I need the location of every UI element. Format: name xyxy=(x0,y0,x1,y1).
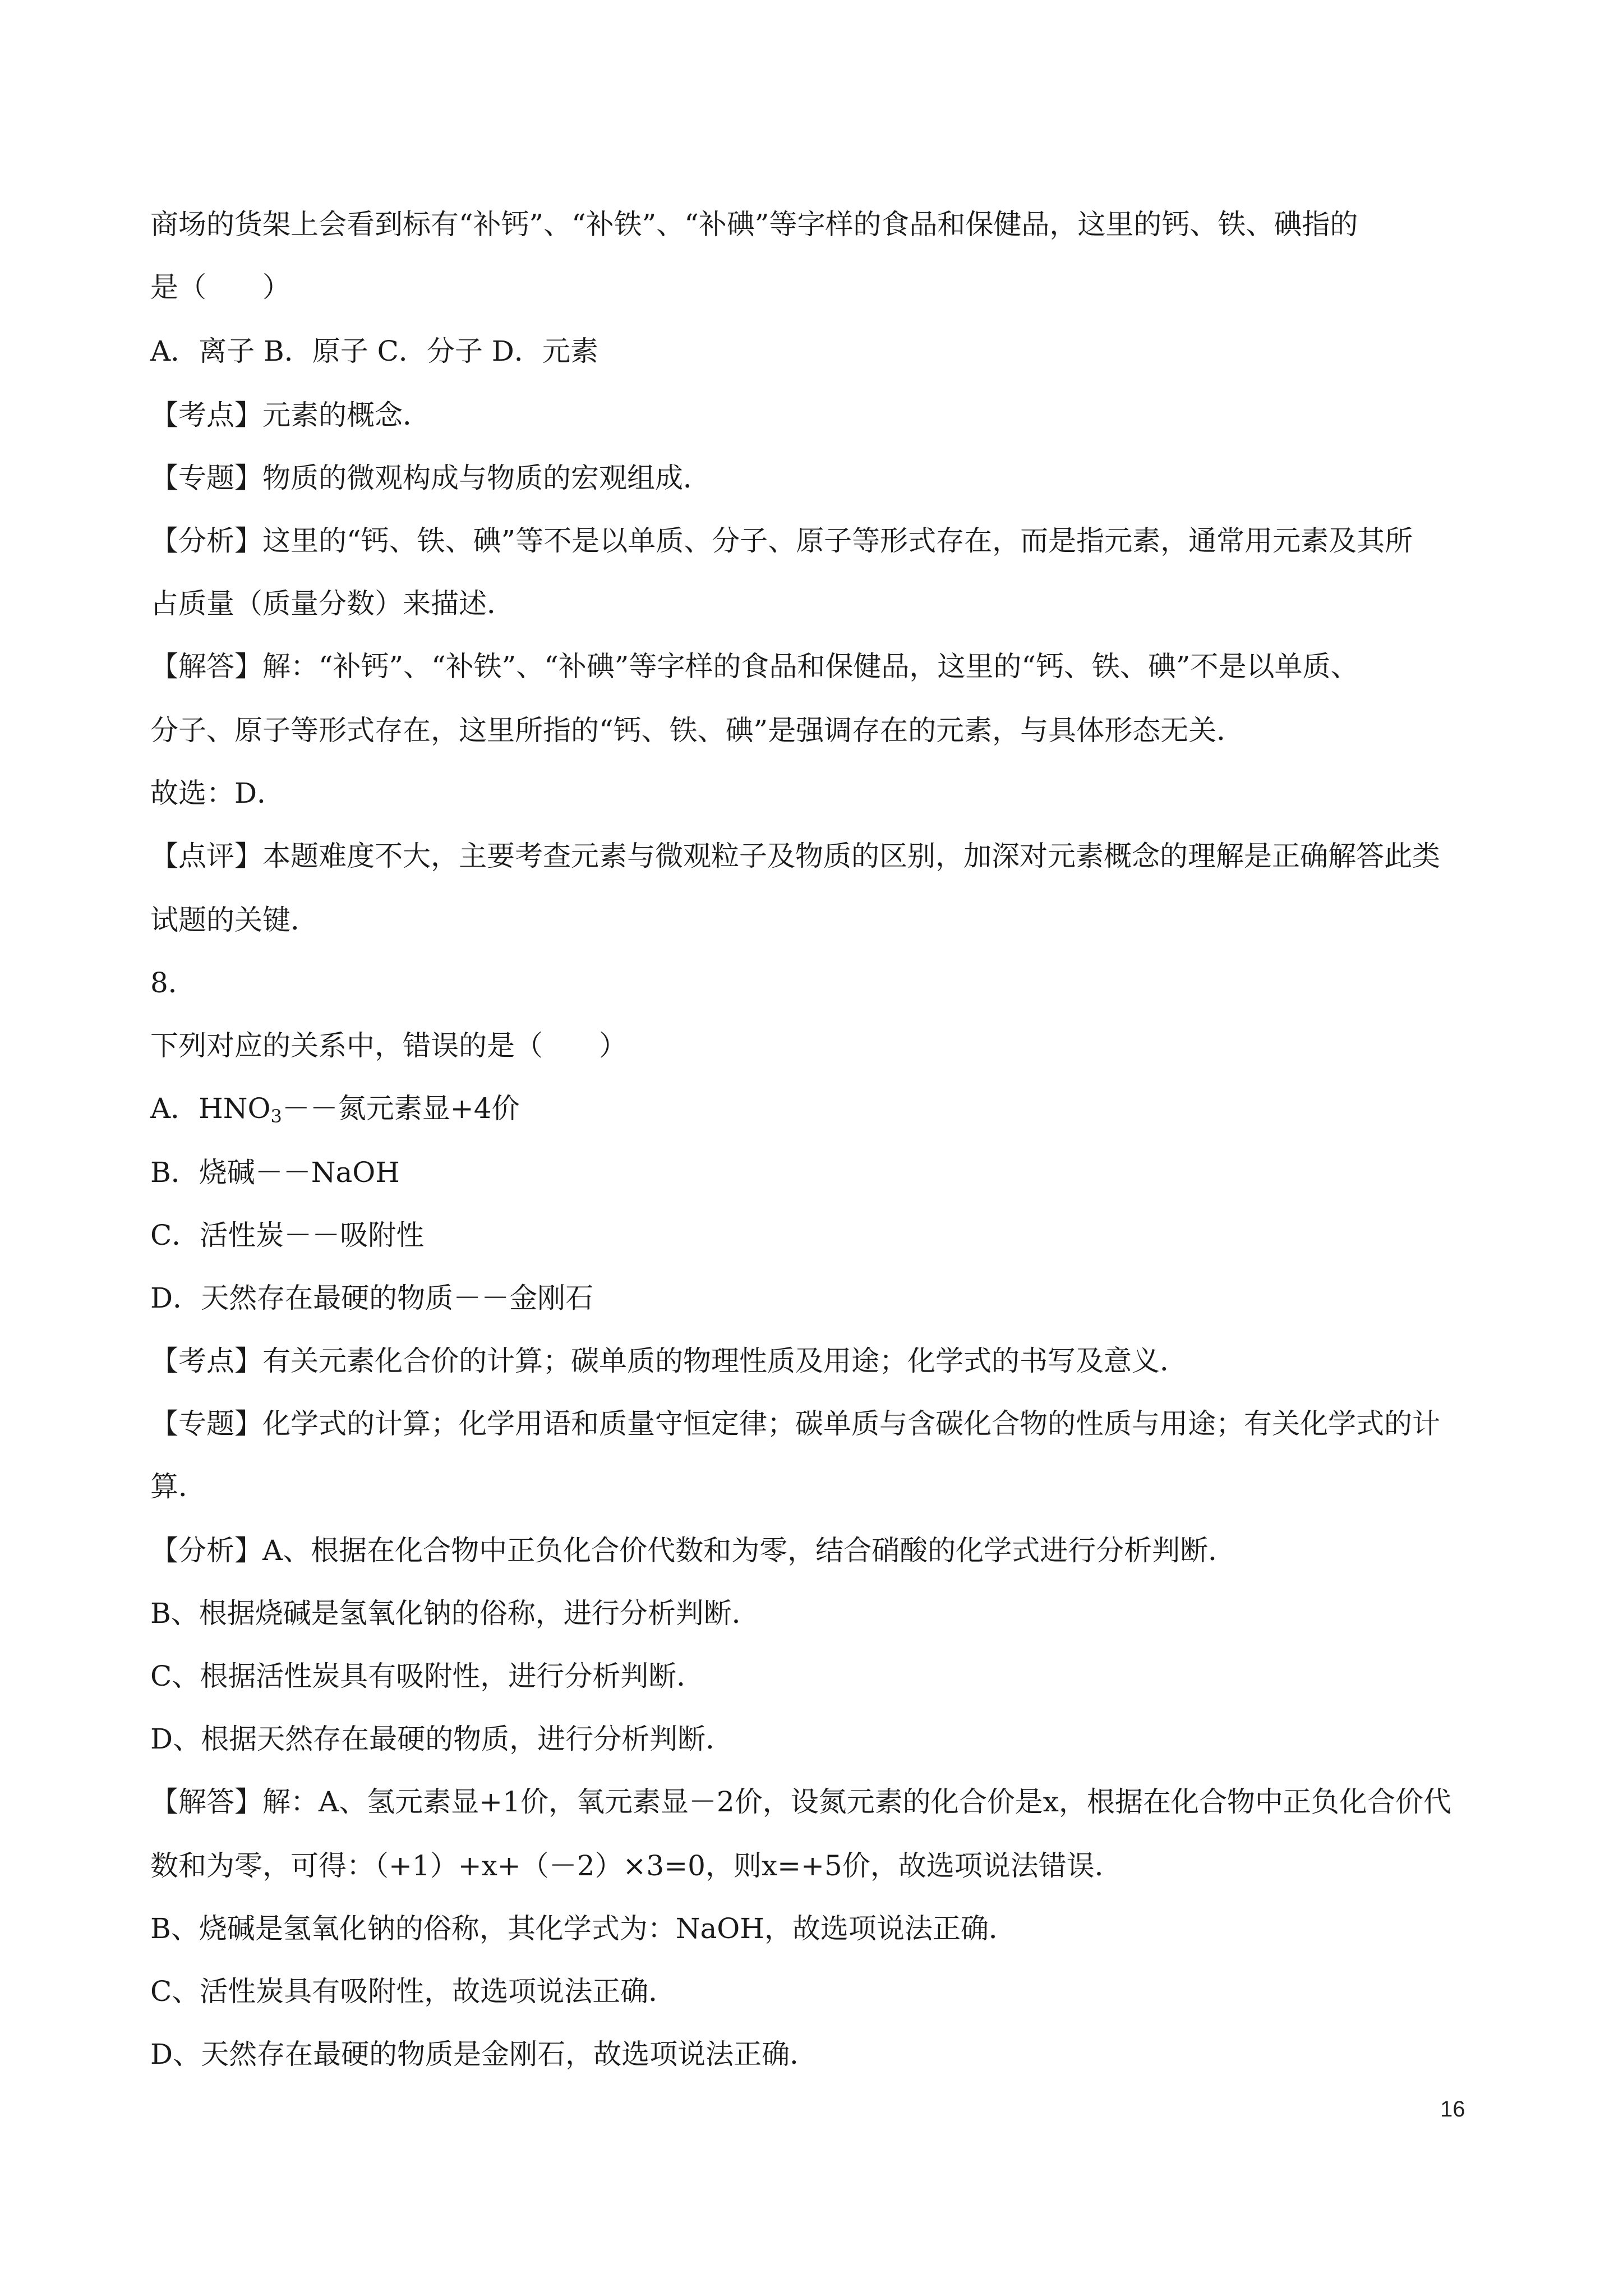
jieda-7-line-2: 分子、原子等形式存在，这里所指的“钙、铁、碘”是强调存在的元素，与具体形态无关． xyxy=(150,714,1245,747)
kaodian-8: 【考点】有关元素化合价的计算；碳单质的物理性质及用途；化学式的书写及意义． xyxy=(150,1345,1188,1377)
answer-7: 故选：D． xyxy=(150,777,285,809)
fenxi-8-line-1: 【分析】A、根据在化合物中正负化合价代数和为零，结合硝酸的化学式进行分析判断． xyxy=(150,1534,1237,1567)
fenxi-8-line-2: B、根据烧碱是氢氧化钠的俗称，进行分析判断． xyxy=(150,1597,760,1630)
question-7-options: A．离子 B．原子 C．分子 D．元素 xyxy=(150,335,598,367)
document-page xyxy=(150,0,1479,2296)
zhuanti-8-line-2: 算． xyxy=(150,1470,206,1503)
jieda-8-line-1: 【解答】解：A、氢元素显+1价，氧元素显－2价，设氮元素的化合价是x，根据在化合物中正负化合价代 xyxy=(150,1786,1451,1818)
dianping-7-line-1: 【点评】本题难度不大，主要考查元素与微观粒子及物质的区别，加深对元素概念的理解是正确解答此类 xyxy=(150,840,1440,872)
question-8-number: 8． xyxy=(150,967,196,999)
fenxi-7-line-2: 占质量（质量分数）来描述． xyxy=(150,587,515,620)
jieda-7-line-1: 【解答】解：“补钙”、“补铁”、“补碘”等字样的食品和保健品，这里的“钙、铁、碘”不是以单质、 xyxy=(150,650,1359,683)
option-a-suffix: －－氮元素显+4价 xyxy=(282,1092,520,1125)
jieda-8-line-2: 数和为零，可得：（+1）+x+（－2）×3=0，则x=+5价，故选项说法错误． xyxy=(150,1849,1123,1882)
question-7-stem-line-1: 商场的货架上会看到标有“补钙”、“补铁”、“补碘”等字样的食品和保健品，这里的钙、铁、碘指的 xyxy=(150,208,1358,241)
jieda-8-line-5: D、天然存在最硬的物质是金刚石，故选项说法正确． xyxy=(150,2038,818,2070)
fenxi-7-line-1: 【分析】这里的“钙、铁、碘”等不是以单质、分子、原子等形式存在，而是指元素，通常用元素及其所 xyxy=(150,524,1413,557)
kaodian-7: 【考点】元素的概念． xyxy=(150,399,431,431)
jieda-8-line-3: B、烧碱是氢氧化钠的俗称，其化学式为：NaOH，故选项说法正确． xyxy=(150,1912,1017,1945)
question-8-option-d: D．天然存在最硬的物质－－金刚石 xyxy=(150,1282,594,1314)
question-8-option-b: B．烧碱－－NaOH xyxy=(150,1156,400,1189)
question-8-option-c: C．活性炭－－吸附性 xyxy=(150,1219,425,1251)
zhuanti-8-line-1: 【专题】化学式的计算；化学用语和质量守恒定律；碳单质与含碳化合物的性质与用途；有关化学式的计 xyxy=(150,1407,1440,1440)
page-number: 16 xyxy=(1440,2097,1465,2122)
dianping-7-line-2: 试题的关键． xyxy=(150,904,319,936)
option-a-subscript: 3 xyxy=(270,1106,282,1127)
question-7-stem-line-2: 是（ ） xyxy=(150,271,291,303)
question-8-stem: 下列对应的关系中，错误的是（ ） xyxy=(150,1029,627,1062)
jieda-8-line-4: C、活性炭具有吸附性，故选项说法正确． xyxy=(150,1975,677,2008)
fenxi-8-line-4: D、根据天然存在最硬的物质，进行分析判断． xyxy=(150,1723,734,1755)
question-8-option-a xyxy=(150,1092,520,1125)
zhuanti-7: 【专题】物质的微观构成与物质的宏观组成． xyxy=(150,462,711,494)
option-a-prefix: A．HNO xyxy=(150,1092,271,1125)
fenxi-8-line-3: C、根据活性炭具有吸附性，进行分析判断． xyxy=(150,1660,705,1692)
